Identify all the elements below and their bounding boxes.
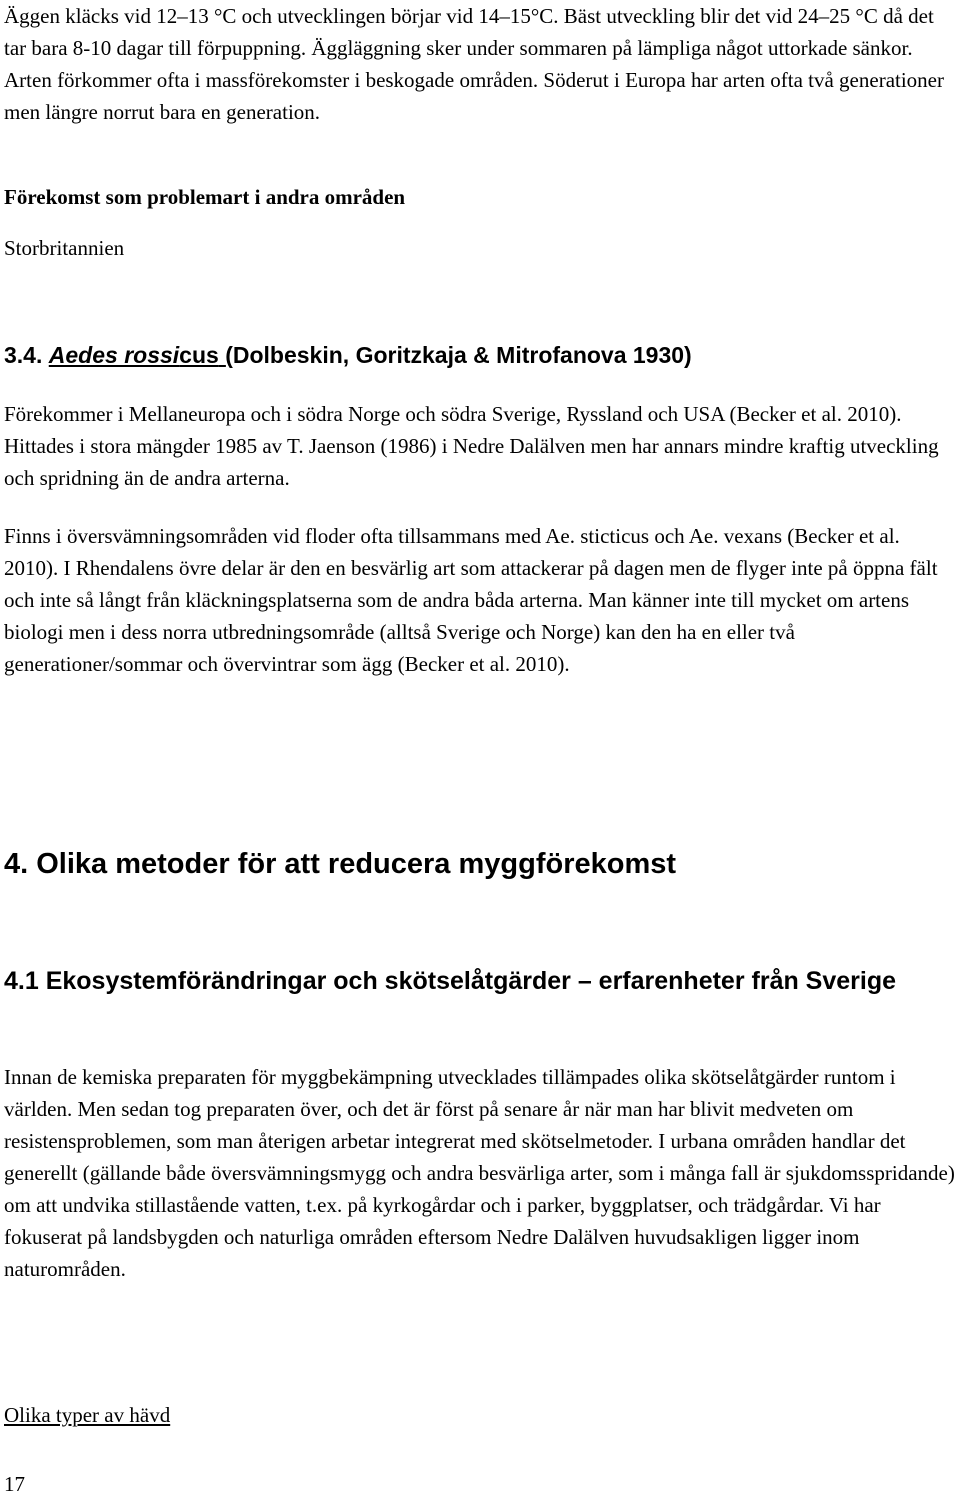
section-number: 3.4.	[4, 342, 43, 368]
intro-paragraph: Äggen kläcks vid 12–13 °C och utvecklingen börjar vid 14–15°C. Bäst utveckling blir det vid 24–25 °C då det tar bara 8-10 dagar till förpuppning. Äggläggning sker under sommaren på lämpliga något uttorkade sänkor. Arten förkommer ofta i massförekomster i beskogade områden. Söderut i Europa har arten ofta två generationer men längre norrut bara en generation.	[4, 4, 944, 124]
problem-heading: Förekomst som problemart i andra områden	[4, 185, 406, 209]
section-4-1-heading: 4.1 Ekosystemförändringar och skötselåtgärder – erfarenheter från Sverige	[4, 967, 897, 995]
section-3-4-heading	[4, 340, 956, 370]
section-3-4-paragraph-1: Förekommer i Mellaneuropa och i södra Norge och södra Sverige, Ryssland och USA (Becker et al. 2010). Hittades i stora mängder 1985 av T. Jaenson (1986) i Nedre Dalälven men har annars mindre kraftig utveckling och spridning än de andra arterna.	[4, 402, 939, 490]
section-4-1-paragraph: Innan de kemiska preparaten för myggbekämpning utvecklades tillämpades olika skötselåtgärder runtom i världen. Men sedan tog preparaten över, och det är först på senare år när man har blivit medveten om resistensproblemen, som man återigen arbetar integrerat med skötselmetoder. I urbana områden handlar det generellt (gällande både översvämningsmygg och andra besvärliga arter, som i många fall är sjukdomsspridande) om att undvika stillastående vatten, t.ex. på kyrkogårdar och i parker, byggplatser, och trädgårdar. Vi har fokuserat på landsbygden och naturliga områden eftersom Nedre Dalälven huvudsakligen ligger inom naturområden.	[4, 1065, 955, 1281]
species-name: Aedes rossicus (	[48, 342, 233, 368]
chapter-4-heading: 4. Olika metoder för att reducera myggförekomst	[4, 848, 677, 880]
problem-area: Storbritannien	[4, 236, 125, 260]
species-authors: Dolbeskin, Goritzkaja & Mitrofanova 1930)	[232, 342, 692, 368]
section-3-4-paragraph-2: Finns i översvämningsområden vid floder ofta tillsammans med Ae. sticticus och Ae. vexans (Becker et al. 2010). I Rhendalens övre delar är den en besvärlig art som attackerar på dagen men de flyger inte på öppna fält och inte så långt från kläckningsplatserna som de andra båda arterna. Man känner inte till mycket om artens biologi men i dess norra utbredningsområde (alltså Sverige och Norge) kan den ha en eller två generationer/sommar och övervintrar som ägg (Becker et al. 2010).	[4, 524, 938, 676]
page-number: 17	[4, 1472, 25, 1496]
subheading-link[interactable]: Olika typer av hävd	[4, 1403, 171, 1427]
